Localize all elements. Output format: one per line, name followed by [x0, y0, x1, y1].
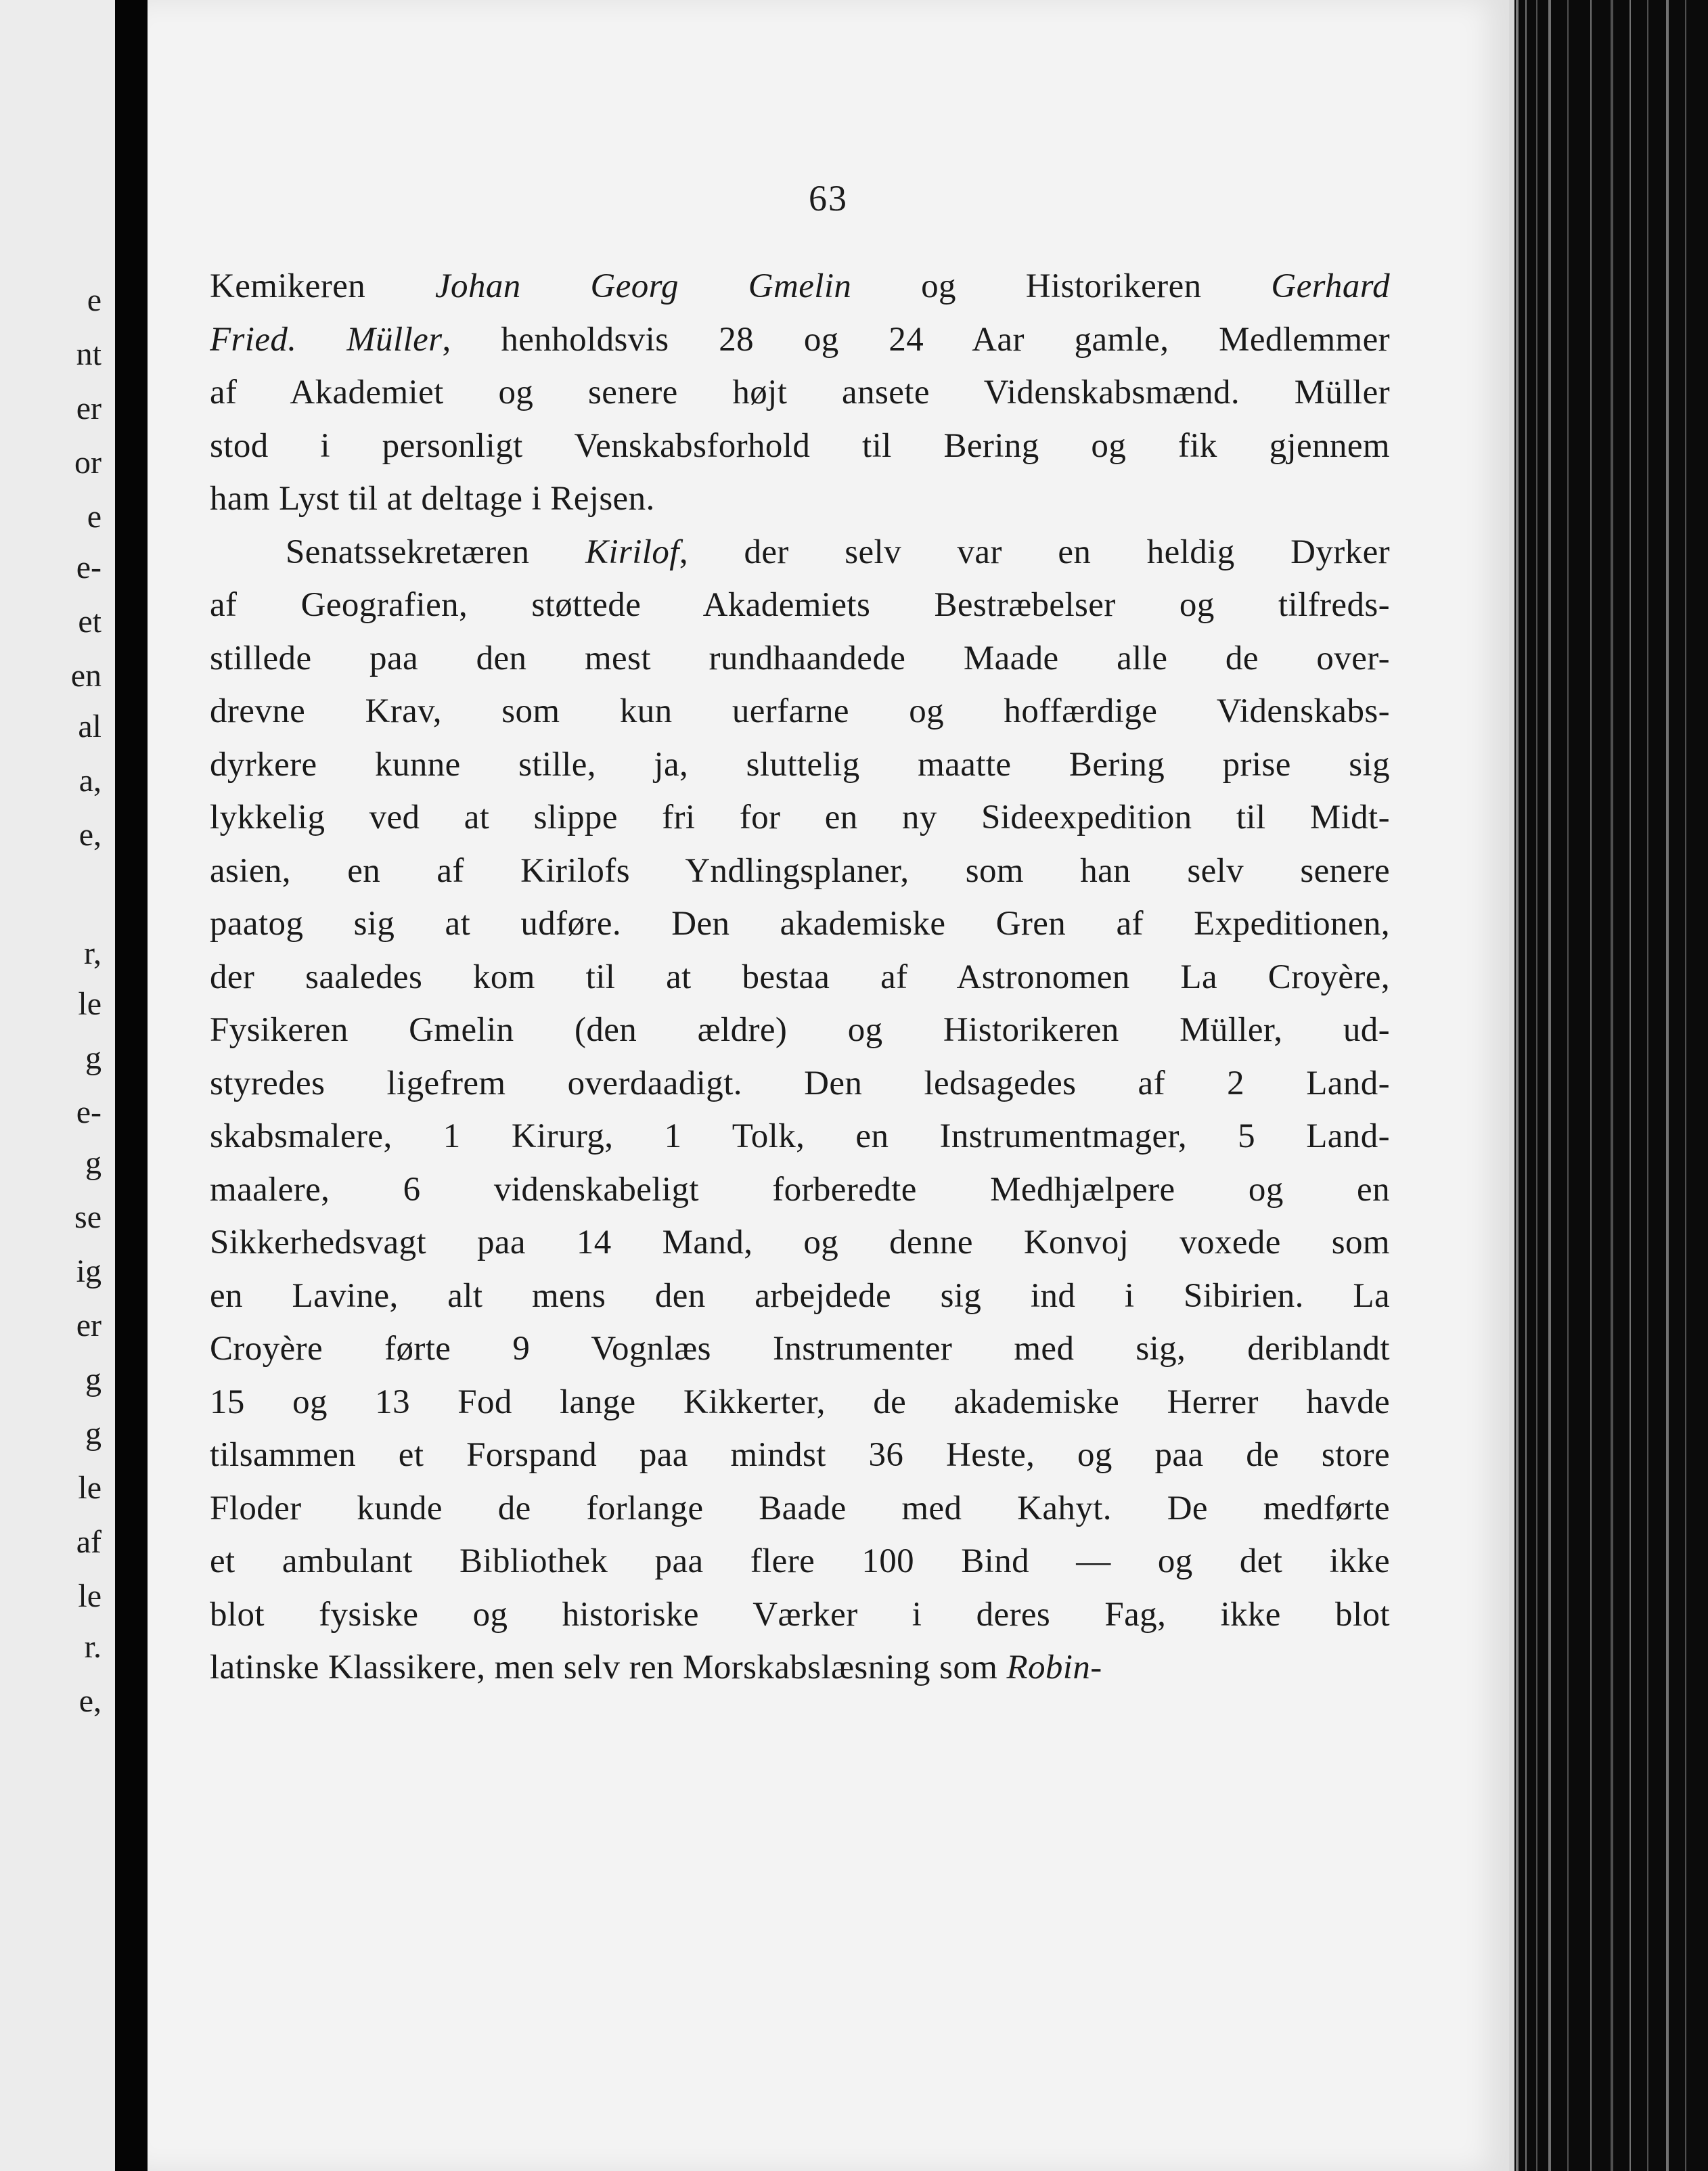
page-edge-line [1590, 0, 1592, 2171]
text-span: , henholdsvis 28 og 24 Aar gamle, Medlemmer [442, 320, 1390, 359]
text-span: tilsammen et Forspand paa mindst 36 Heste, og paa de store [210, 1436, 1390, 1474]
page-edge-line [1611, 0, 1613, 2171]
text-span: styredes ligefrem overdaadigt. Den ledsagedes af 2 Land- [210, 1064, 1390, 1102]
previous-page-line-fragment: e [87, 499, 102, 535]
text-span: en Lavine, alt mens den arbejdede sig ind i Sibirien. La [210, 1276, 1390, 1315]
page-edge-line [1536, 0, 1537, 2171]
page-edge-line [1516, 0, 1519, 2171]
page-edge-line [1525, 0, 1527, 2171]
page-edge-line [1647, 0, 1648, 2171]
page-edge-line [1567, 0, 1569, 2171]
text-span: skabsmalere, 1 Kirurg, 1 Tolk, en Instrumentmager, 5 Land- [210, 1117, 1390, 1155]
text-line [210, 1004, 1390, 1057]
previous-page-line-fragment: le [78, 1470, 102, 1506]
text-line [210, 420, 1390, 473]
text-line [210, 1216, 1390, 1270]
book-page [148, 0, 1509, 2171]
previous-page-line-fragment: g [85, 1362, 102, 1397]
page-edge-line [1666, 0, 1669, 2171]
page-number: 63 [809, 178, 848, 219]
text-span: Sikkerhedsvagt paa 14 Mand, og denne Konvoj voxede som [210, 1224, 1390, 1261]
text-span: , der selv var en heldig Dyrker [679, 533, 1390, 571]
previous-page-line-fragment: nt [76, 336, 102, 372]
text-span: blot fysiske og historiske Værker i deres Fag, ikke blot [210, 1595, 1390, 1634]
italic-name: Fried. Müller [210, 320, 443, 359]
text-line [210, 845, 1390, 898]
text-line [210, 1429, 1390, 1482]
text-line [210, 260, 1390, 313]
previous-page-line-fragment: et [78, 604, 102, 640]
text-line [210, 1110, 1390, 1163]
text-span: et ambulant Bibliothek paa flere 100 Bind — og det ikke [210, 1542, 1390, 1580]
previous-page-line-fragment: g [85, 1145, 102, 1181]
previous-page-line-fragment: er [76, 390, 102, 426]
previous-page-line-fragment: er [76, 1307, 102, 1343]
text-line [210, 685, 1390, 738]
text-span: ham Lyst til at deltage i Rejsen. [210, 480, 655, 518]
text-span: latinske Klassikere, men selv ren Morskabslæsning som [210, 1649, 1007, 1686]
text-line [210, 1482, 1390, 1536]
previous-page-line-fragment: se [74, 1199, 102, 1235]
previous-page-line-fragment: e- [76, 550, 102, 585]
previous-page-line-fragment: g [85, 1416, 102, 1452]
previous-page-line-fragment: e- [76, 1094, 102, 1130]
previous-page-line-fragment: le [78, 1578, 102, 1614]
previous-page-line-fragment: a, [78, 763, 102, 799]
previous-page-line-fragment: en [70, 658, 102, 694]
text-line [210, 1376, 1390, 1429]
page-edge-line [1685, 0, 1686, 2171]
text-span: stod i personligt Venskabsforhold til Bering og fik gjennem [210, 426, 1390, 465]
text-line [210, 791, 1390, 845]
text-line [210, 1270, 1390, 1323]
previous-page-line-fragment: r, [83, 935, 102, 971]
text-line [210, 1535, 1390, 1588]
text-span: der saaledes kom til at bestaa af Astronomen La Croyère, [210, 958, 1390, 996]
page-edge-line [1630, 0, 1631, 2171]
book-gutter [115, 0, 148, 2171]
text-span: stillede paa den mest rundhaandede Maade alle de over- [210, 639, 1390, 677]
text-span: Floder kunde de forlange Baade med Kahyt. De medførte [210, 1489, 1390, 1527]
text-span: Senatssekretæren [286, 533, 585, 571]
page-body-text [210, 260, 1390, 1695]
text-span: 15 og 13 Fod lange Kikkerter, de akademiske Herrer havde [210, 1383, 1390, 1421]
previous-page-line-fragment: or [74, 445, 102, 480]
text-span: og Historikeren [851, 267, 1272, 305]
text-line [210, 1322, 1390, 1376]
text-line [210, 1641, 1390, 1695]
previous-page-line-fragment: e [87, 282, 102, 318]
text-line [210, 897, 1390, 951]
text-line [210, 951, 1390, 1004]
text-line [210, 1588, 1390, 1642]
book-page-block-edge [1509, 0, 1708, 2171]
text-span: Croyère førte 9 Vognlæs Instrumenter med sig, deriblandt [210, 1330, 1390, 1368]
previous-page-edge [0, 0, 115, 2171]
text-span: paatog sig at udføre. Den akademiske Gren af Expeditionen, [210, 905, 1390, 943]
text-span: drevne Krav, som kun uerfarne og hoffærdige Videnskabs- [210, 692, 1390, 730]
text-span: maalere, 6 videnskabeligt forberedte Medhjælpere og en [210, 1170, 1390, 1209]
text-line [210, 313, 1390, 367]
text-line [210, 472, 1390, 526]
italic-name: Johan Georg Gmelin [435, 267, 852, 305]
italic-name: Kirilof [585, 533, 679, 571]
text-span: asien, en af Kirilofs Yndlingsplaner, som han selv senere [210, 851, 1390, 890]
previous-page-line-fragment: ig [76, 1253, 102, 1289]
text-line [210, 1163, 1390, 1217]
previous-page-line-fragment: r. [84, 1629, 102, 1665]
text-line [210, 1057, 1390, 1111]
previous-page-line-fragment: le [78, 986, 102, 1022]
previous-page-text-fragments [0, 0, 115, 2171]
text-span: af Akademiet og senere højt ansete Videnskabsmænd. Müller [210, 374, 1390, 411]
page-edge-line [1548, 0, 1551, 2171]
previous-page-line-fragment: af [76, 1524, 102, 1560]
text-span: Fysikeren Gmelin (den ældre) og Historikeren Müller, ud- [210, 1011, 1390, 1049]
text-line [210, 738, 1390, 792]
text-span: Kemikeren [210, 267, 436, 305]
previous-page-line-fragment: e, [78, 1683, 102, 1719]
text-span: af Geografien, støttede Akademiets Bestræbelser og tilfreds- [210, 586, 1390, 624]
text-span: dyrkere kunne stille, ja, sluttelig maatte Bering prise sig [210, 745, 1390, 784]
text-span: lykkelig ved at slippe fri for en ny Sideexpedition til Midt- [210, 799, 1390, 836]
text-line [210, 526, 1390, 579]
italic-name: Robin- [1006, 1649, 1102, 1686]
italic-name: Gerhard [1271, 267, 1390, 305]
previous-page-line-fragment: e, [78, 817, 102, 853]
page-thickness-strip [1509, 0, 1514, 2171]
text-line [210, 579, 1390, 632]
previous-page-line-fragment: g [85, 1040, 102, 1076]
previous-page-line-fragment: al [78, 709, 102, 744]
text-line [210, 366, 1390, 420]
text-line [210, 632, 1390, 686]
